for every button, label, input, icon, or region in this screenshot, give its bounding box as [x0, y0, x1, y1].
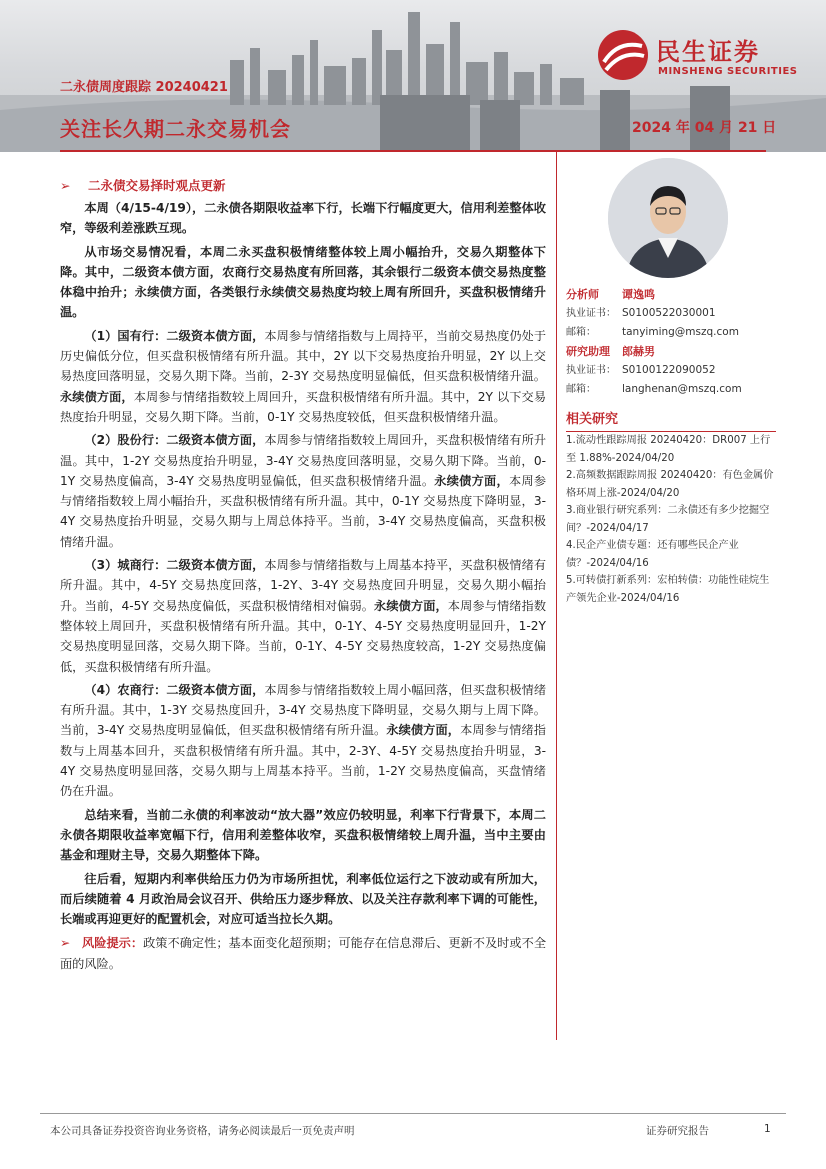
report-date: 2024 年 04 月 21 日	[632, 120, 777, 136]
column-divider	[556, 152, 557, 1040]
logo-chinese-name: 民生证券	[656, 38, 760, 66]
lead-perpetual: 永续债方面，	[434, 473, 509, 488]
paragraph-market-overview: 从市场交易情况看，本周二永买盘积极情绪整体较上周小幅抬升，交易久期整体下降。其中，二级资本债方面，农商行交易热度有所回落，其余银行二级资本债交易热度整体稳中抬升；永续债方面，各类银行永续债交易热度均较上周有所回升，买盘积极情绪升温。	[60, 244, 546, 320]
footer-disclaimer: 本公司具备证券投资咨询业务资格，请务必阅读最后一页免责声明	[50, 1125, 355, 1137]
lead-perpetual: 永续债方面，	[374, 598, 448, 613]
report-series-title: 二永债周度跟踪 20240421	[60, 80, 228, 95]
risk-label: 风险提示：	[82, 936, 144, 951]
logo-english-name: MINSHENG SECURITIES	[658, 66, 798, 77]
report-main-title: 关注长久期二永交易机会	[60, 117, 291, 141]
analyst-photo	[608, 158, 728, 278]
paragraph-weekly-summary: 本周（4/15-4/19），二永债各期限收益率下行，长端下行幅度更大，信用利差整体收窄，等级利差涨跌互现。	[60, 201, 546, 236]
related-item[interactable]: 1.流动性跟踪周报 20240420：DR007 上行至 1.88%-2024/04/20	[566, 435, 771, 464]
related-item[interactable]: 4.民企产业债专题：还有哪些民企产业债？-2024/04/16	[566, 540, 739, 569]
analyst-cert: S0100522030001	[622, 307, 716, 319]
risk-warning	[60, 933, 546, 974]
related-research-list	[566, 432, 776, 607]
paragraph-rural-banks: （4）农商行：二级资本债方面，本周参与情绪指数较上周小幅回落，但买盘积极情绪有所升温。其中，1-3Y 交易热度回升，3-4Y 交易热度下降明显，交易久期与上周下降。当前，3-4Y 交易热度明显偏低，但买盘积极情绪有所升温。永续债方面，本周参与情绪指数与上周基本回升，买盘积极情绪有所升温。其中，2-3Y、4-5Y 交易热度抬升明显，3-4Y 交易热度明显回落，交易久期与上周基本持平。当前，1-2Y 交易热度偏高，买盘情绪仍在升温。	[60, 682, 547, 799]
report-header-banner	[0, 0, 826, 152]
main-content	[60, 176, 546, 974]
analyst-role: 分析师	[566, 288, 599, 301]
lead-perpetual: 永续债方面，	[386, 723, 461, 738]
risk-text: 政策不确定性；基本面变化超预期；可能存在信息滞后、更新不及时或不全面的风险。	[60, 936, 547, 971]
lead-city-banks: （3）城商行：二级资本债方面，	[84, 558, 265, 573]
paragraph-outlook: 往后看，短期内利率供给压力仍为市场所担忧，利率低位运行之下波动或有所加大，而后续随着 4 月政治局会议召开、供给压力逐步释放、以及关注存款利率下调的可能性，长端或再迎更好的配置机会，对应可适当拉长久期。	[60, 871, 546, 927]
assistant-cert: S0100122090052	[622, 364, 716, 376]
footer-report-type: 证券研究报告	[646, 1125, 709, 1137]
assistant-name: 郎赫男	[622, 345, 655, 358]
assistant-role: 研究助理	[566, 345, 610, 358]
section-title: 二永债交易择时观点更新	[88, 178, 226, 193]
analyst-portrait-image	[608, 158, 728, 278]
cert-label: 执业证书：	[566, 365, 616, 376]
minsheng-logo	[596, 28, 806, 84]
analyst-email[interactable]: tanyiming@mszq.com	[622, 326, 739, 338]
lead-perpetual: 永续债方面，	[60, 389, 134, 404]
assistant-email[interactable]: langhenan@mszq.com	[622, 383, 742, 395]
related-item[interactable]: 3.商业银行研究系列：二永债还有多少挖掘空间？-2024/04/17	[566, 505, 770, 534]
header-divider	[60, 150, 766, 152]
arrow-icon: ➢	[60, 936, 71, 951]
paragraph-city-banks: （3）城商行：二级资本债方面，本周参与情绪指数与上周基本持平，买盘积极情绪有所升温。其中，4-5Y 交易热度回落，1-2Y、3-4Y 交易热度回升明显，交易久期小幅抬升。当前，4-5Y 交易热度偏低，买盘积极情绪相对偏弱。永续债方面，本周参与情绪指数整体较上周回升，买盘积极情绪有所升温。其中，0-1Y、4-5Y 交易热度明显回升，1-2Y 交易热度明显回落，交易久期下降。当前，0-1Y、4-5Y 交易热度较高，1-2Y 交易热度偏低，买盘积极情绪有所升温。	[60, 558, 547, 674]
page-number: 1	[764, 1123, 771, 1135]
analyst-info	[566, 285, 776, 399]
cert-label: 执业证书：	[566, 308, 616, 319]
analyst-name: 谭逸鸣	[622, 288, 655, 301]
lead-joint-stock: （2）股份行：二级资本债方面，	[84, 433, 265, 448]
arrow-icon: ➢	[60, 178, 71, 193]
email-label: 邮箱：	[566, 327, 596, 338]
related-research-title: 相关研究	[566, 408, 776, 432]
lead-state-owned: （1）国有行：二级资本债方面，	[84, 328, 265, 343]
section-heading	[60, 176, 546, 198]
related-item[interactable]: 2.高频数据跟踪周报 20240420：有色金属价格环周上涨-2024/04/20	[566, 470, 774, 499]
paragraph-joint-stock-banks: （2）股份行：二级资本债方面，本周参与情绪指数较上周回升，买盘积极情绪有所升温。其中，1-2Y 交易热度抬升明显，3-4Y 交易热度回落明显，交易久期下降。当前，0-1Y 交易热度偏高，3-4Y 交易热度明显偏低，但买盘积极情绪升温。永续债方面，本周参与情绪指数较上周小幅抬升，买盘积极情绪有所升温。其中，0-1Y 交易热度下降明显，3-4Y 交易热度抬升明显，交易久期与上周总体持平。当前，3-4Y 交易热度偏高，买盘积极情绪升温。	[60, 433, 547, 549]
footer-divider	[40, 1113, 786, 1114]
paragraph-conclusion: 总结来看，当前二永债的利率波动“放大器”效应仍较明显，利率下行背景下，本周二永债各期限收益率宽幅下行，信用利差整体收窄，买盘积极情绪较上周升温，当中主要由基金和理财主导，交易久期整体下降。	[60, 807, 546, 863]
minsheng-logo-mark-icon	[596, 28, 650, 82]
email-label: 邮箱：	[566, 384, 596, 395]
related-item[interactable]: 5.可转债打新系列：宏柏转债：功能性硅烷生产领先企业-2024/04/16	[566, 575, 770, 604]
lead-rural-banks: （4）农商行：二级资本债方面，	[84, 682, 265, 697]
paragraph-state-owned-banks: （1）国有行：二级资本债方面，本周参与情绪指数与上周持平，当前交易热度仍处于历史偏低分位，但买盘积极情绪有所升温。其中，2Y 以下交易热度抬升明显，2Y 以上交易热度回落明显，交易久期下降。当前，2-3Y 交易热度明显偏低，但买盘积极情绪升温。永续债方面，本周参与情绪指数较上周回升，买盘积极情绪有所升温。其中，2Y 以下交易热度抬升明显，交易久期下降。当前，0-1Y 交易热度较低，但买盘积极情绪升温。	[60, 328, 547, 424]
